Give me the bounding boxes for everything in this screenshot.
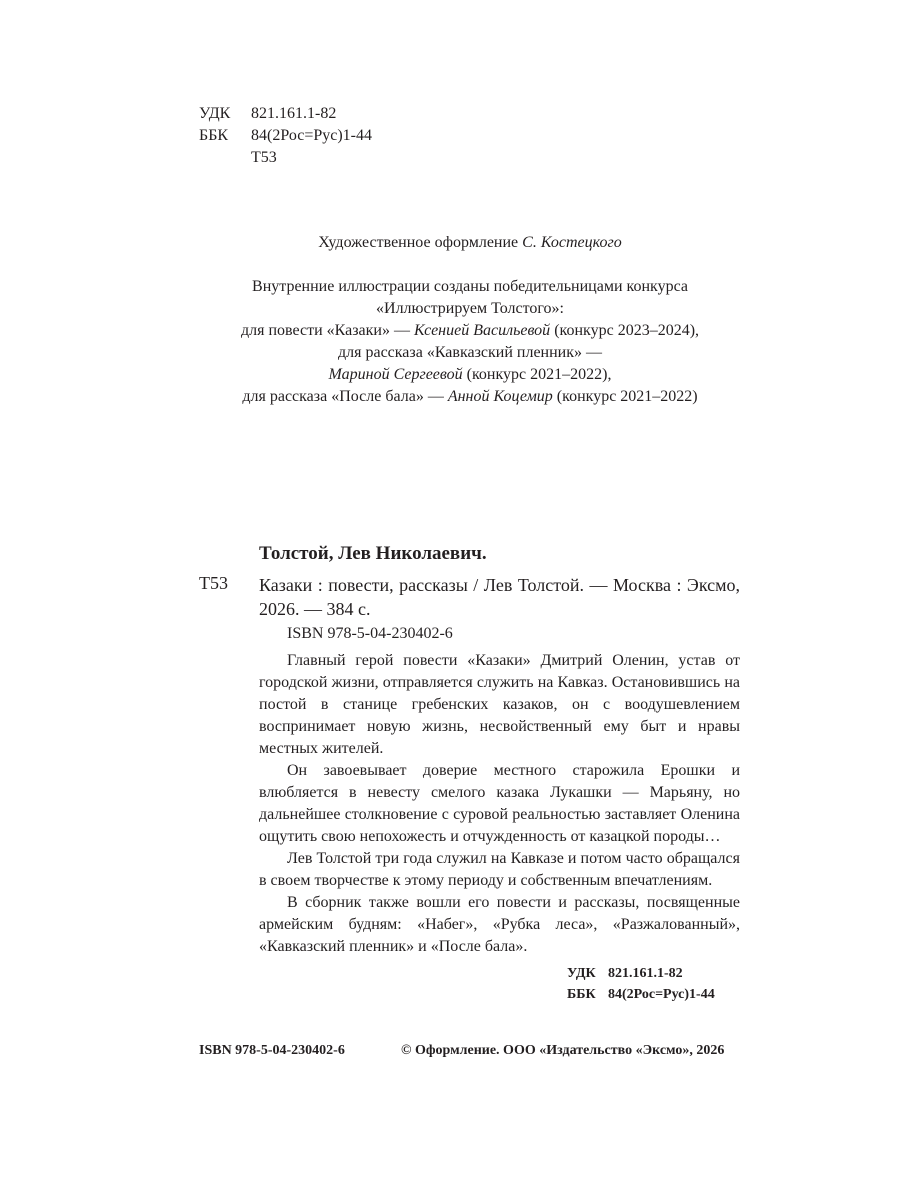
author-sign-row [199,147,372,169]
footer-copyright: © Оформление. ООО «Издательство «Эксмо», 2026 [401,1043,725,1058]
udk-label: УДК [199,105,231,122]
udk-row-bottom [567,963,715,984]
bbk-value: 84(2Рос=Рус)1-44 [251,127,373,144]
illustrator-name-2: Мариной Сергеевой [328,366,463,383]
illustrations-credit [200,276,740,408]
bbk-row-bottom [567,984,715,1005]
bbk-value-bottom: 84(2Рос=Рус)1-44 [608,987,715,1002]
udk-row [199,103,372,125]
illus-line-2: «Иллюстрируем Толстого»: [376,300,564,317]
illus-line-5: Мариной Сергеевой (конкурс 2021–2022), [328,366,612,383]
record-sign-code: Т53 [199,573,228,593]
design-credit [200,232,740,254]
annotation-paragraph: Он завоевывает доверие местного старожила Ерошки и влюбляется в невесту смелого казака Лукашки — Марьяну, но дальнейшее столкновение с суровой реальностью заставляет Оленина ощутить свою непохожесть и отчужденность от казацкой породы… [259,762,740,845]
illus-line-4: для рассказа «Кавказский пленник» — [337,344,603,361]
illus-line-1: Внутренние иллюстрации созданы победительницами конкурса [252,278,688,295]
annotation-paragraph: Лев Толстой три года служил на Кавказе и потом часто обращался в своем творчестве к этому периоду и собственным впечатлениям. [259,850,740,889]
annotation-paragraph: Главный герой повести «Казаки» Дмитрий Оленин, устав от городской жизни, отправляется служить на Кавказ. Остановившись на постой в станице гребенских казаков, он с воодушевлением воспринимает новую жизнь, несвойственный ему быт и нравы местных жителей. [259,652,740,757]
illus-line-6: для рассказа «После бала» — Анной Коцемир (конкурс 2021–2022) [242,388,698,405]
illustrator-name-1: Ксенией Васильевой [413,322,551,339]
designer-name: С. Костецкого [522,234,622,251]
udk-value-bottom: 821.161.1-82 [608,966,683,981]
annotation-paragraph: В сборник также вошли его повести и рассказы, посвященные армейским будням: «Набег», «Рубка леса», «Разжалованный», «Кавказский пленник» и «После бала». [259,894,740,955]
author-sign: Т53 [251,149,277,166]
record-isbn: ISBN 978-5-04-230402-6 [287,625,453,642]
classification-codes [199,103,372,169]
author-heading: Толстой, Лев Николаевич. [259,543,487,564]
udk-value: 821.161.1-82 [251,105,337,122]
bibliographic-description: Казаки : повести, рассказы / Лев Толстой. — Москва : Эксмо, 2026. — 384 с. [259,575,740,619]
illustrator-name-3: Анной Коцемир [447,388,553,405]
codes-block [567,963,715,1005]
bbk-label: ББК [199,127,229,144]
udk-label-bottom: УДК [567,966,596,981]
bbk-row [199,125,372,147]
illus-line-3: для повести «Казаки» — Ксенией Васильевой (конкурс 2023–2024), [240,322,700,339]
bbk-label-bottom: ББК [567,987,596,1002]
footer-isbn: ISBN 978-5-04-230402-6 [199,1043,345,1058]
annotation [259,650,740,958]
design-credit-prefix: Художественное оформление [318,234,523,251]
